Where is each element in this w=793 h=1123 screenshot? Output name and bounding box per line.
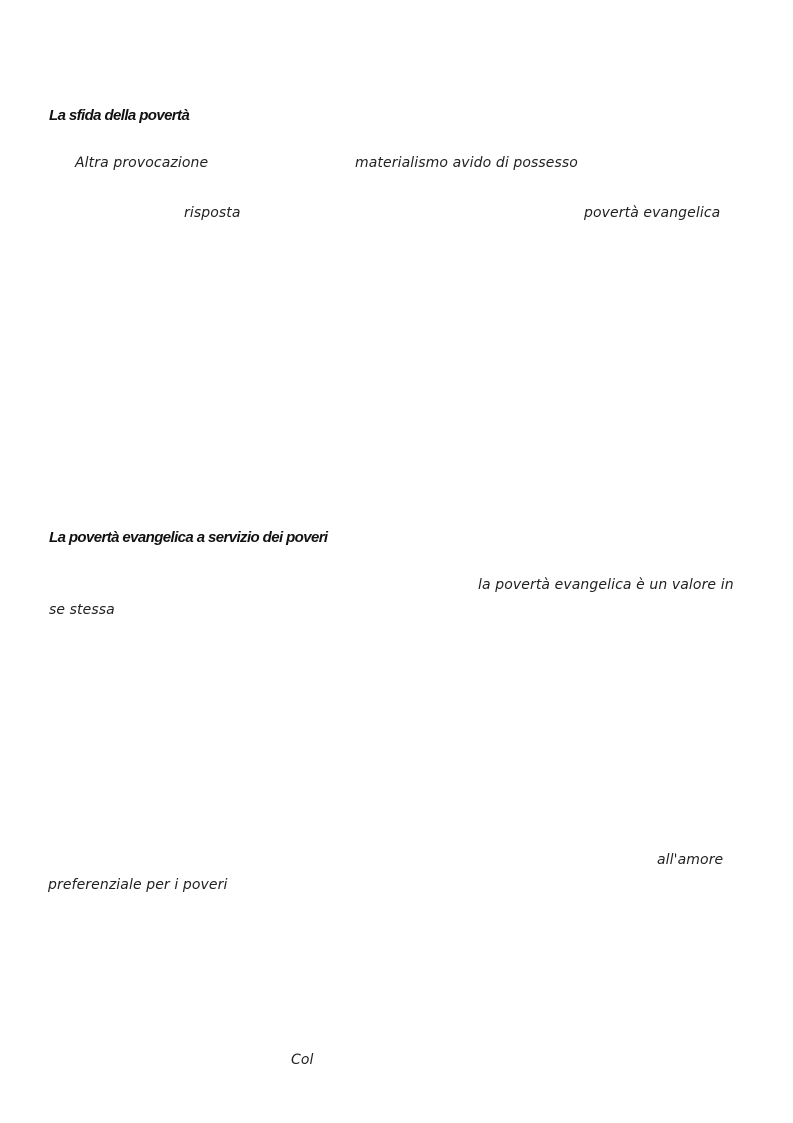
text-materialismo: materialismo avido di possesso — [355, 155, 578, 171]
text-col: Col — [291, 1052, 314, 1068]
section-heading-sfida-poverta: La sfida della povertà — [49, 107, 190, 124]
text-risposta: risposta — [184, 205, 241, 221]
text-poverta-evangelica: povertà evangelica — [584, 205, 721, 221]
section-heading-poverta-servizio: La povertà evangelica a servizio dei poveri — [49, 529, 328, 546]
text-altra-provocazione: Altra provocazione — [75, 155, 209, 171]
text-valore-in: la povertà evangelica è un valore in — [478, 577, 734, 593]
text-all-amore: all'amore — [657, 852, 724, 868]
text-preferenziale: preferenziale per i poveri — [48, 877, 228, 893]
text-se-stessa: se stessa — [49, 602, 115, 618]
